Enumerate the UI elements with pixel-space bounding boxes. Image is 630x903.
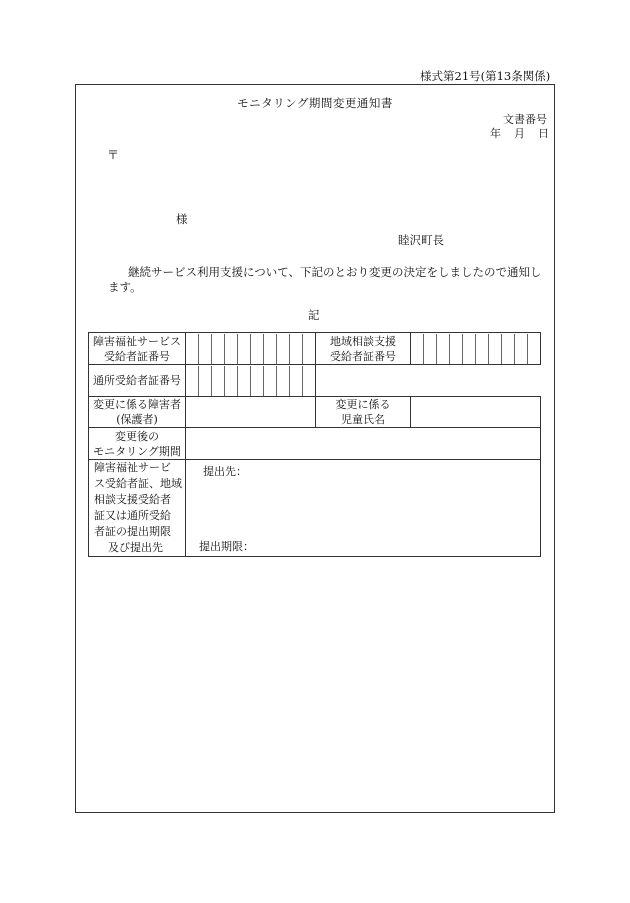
child-name-label bbox=[316, 397, 411, 428]
label-line: 地域相談支援 bbox=[330, 334, 396, 348]
monitoring-period-field[interactable] bbox=[186, 428, 541, 460]
label-line: 児童氏名 bbox=[341, 413, 385, 426]
notification-table bbox=[88, 332, 541, 557]
postal-mark-icon: 〒 bbox=[107, 148, 120, 162]
label-line: モニタリング期間 bbox=[93, 444, 181, 458]
document-title: モニタリング期間変更通知書 bbox=[237, 96, 393, 110]
ki-heading: 記 bbox=[308, 308, 320, 322]
submit-to-label: 提出先： bbox=[203, 465, 247, 478]
welfare-service-cert-number-field[interactable] bbox=[186, 333, 316, 365]
sender-name: 睦沢町長 bbox=[398, 233, 444, 247]
recipient-honorific: 様 bbox=[176, 212, 188, 226]
child-name-field[interactable] bbox=[411, 397, 541, 428]
date-label: 年 月 日 bbox=[490, 127, 550, 140]
monitoring-period-label bbox=[89, 428, 186, 460]
submit-deadline-label: 提出期限： bbox=[199, 540, 254, 553]
community-support-cert-number-field[interactable] bbox=[411, 333, 541, 365]
submission-deadline-label bbox=[89, 460, 186, 557]
label-line: 者証の提出期限 bbox=[94, 525, 171, 538]
label-line: 証又は通所受給 bbox=[94, 509, 171, 522]
submission-field[interactable] bbox=[186, 460, 541, 557]
form-number: 様式第21号(第13条関係) bbox=[420, 69, 551, 83]
label-line: 変更後の bbox=[115, 429, 159, 443]
body-text: 継続サービス利用支援について、下記のとおり変更の決定をしましたので通知します。 bbox=[108, 265, 542, 294]
label-line: 相談支援受給者 bbox=[94, 493, 171, 506]
label-line: 障害福祉サービ bbox=[94, 461, 171, 474]
day-service-cert-label: 通所受給者証番号 bbox=[89, 365, 186, 397]
label-line: 変更に係る bbox=[335, 398, 391, 411]
table-row bbox=[89, 460, 541, 557]
disabled-person-field[interactable] bbox=[186, 397, 316, 428]
label-line: 受給者証番号 bbox=[104, 349, 170, 363]
document-number-label: 文書番号 bbox=[503, 113, 547, 126]
label-line: 変更に係る障害者 bbox=[93, 398, 181, 411]
day-service-cert-number-field[interactable] bbox=[186, 365, 316, 397]
label-line: 障害福祉サービス bbox=[93, 334, 181, 348]
welfare-service-cert-label bbox=[89, 333, 186, 365]
label-line: 及び提出先 bbox=[108, 541, 163, 554]
label-line: (保護者) bbox=[116, 413, 158, 426]
label-line: 受給者証番号 bbox=[330, 349, 396, 363]
disabled-person-label bbox=[89, 397, 186, 428]
table-row bbox=[89, 333, 541, 365]
empty-cell bbox=[316, 365, 541, 397]
table-row bbox=[89, 365, 541, 397]
table-row bbox=[89, 428, 541, 460]
table-row bbox=[89, 397, 541, 428]
label-line: ス受給者証、地域 bbox=[94, 477, 182, 490]
community-support-cert-label bbox=[316, 333, 411, 365]
